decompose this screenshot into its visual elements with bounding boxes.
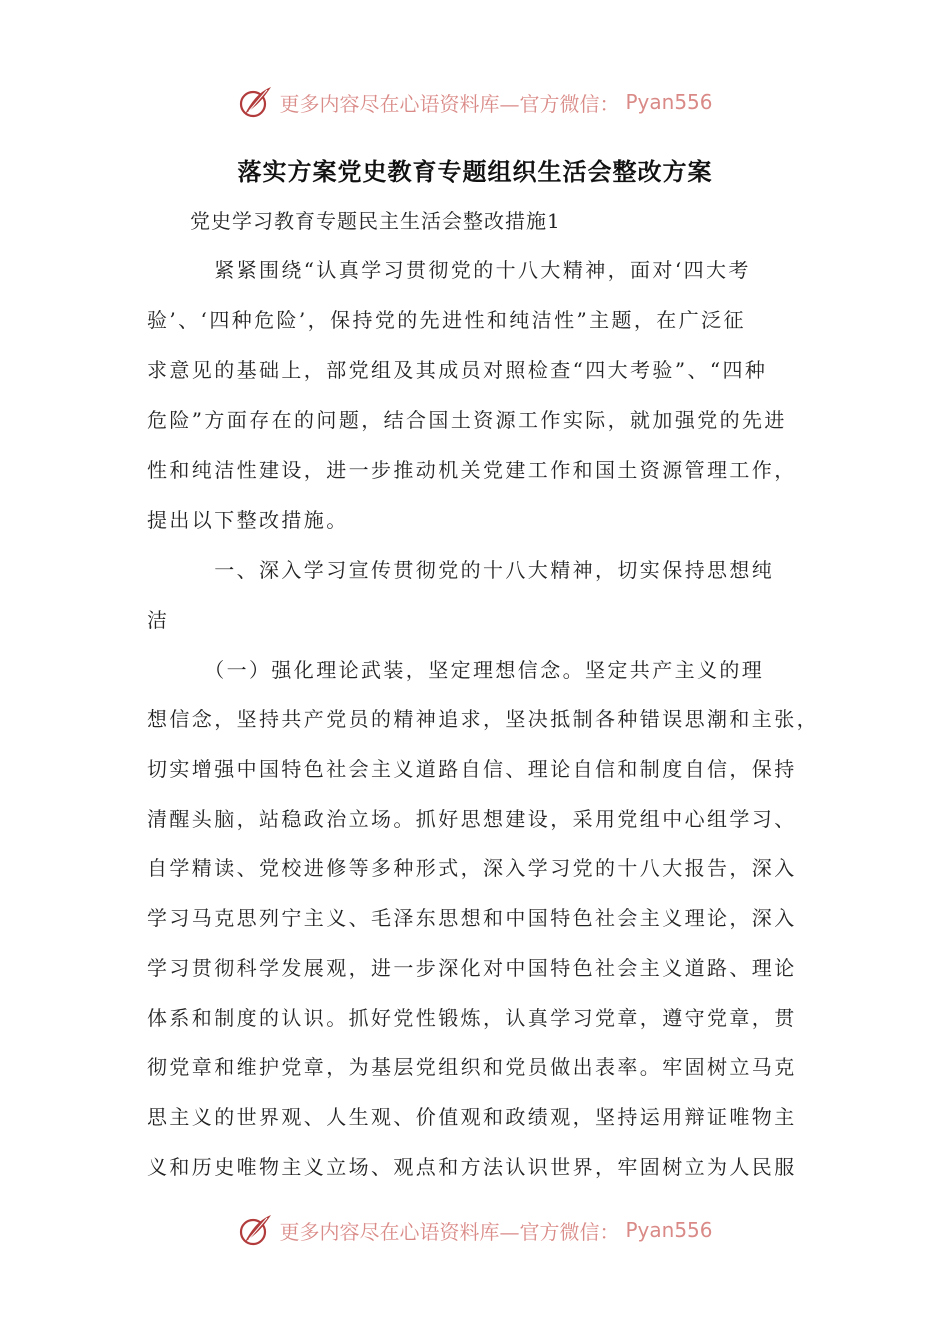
body-line: 洁 <box>147 608 170 632</box>
body-line: 体系和制度的认识。抓好党性锻炼，认真学习党章，遵守党章，贯 <box>147 1006 797 1030</box>
watermark-banner-bottom <box>0 1210 950 1250</box>
watermark-banner-top <box>0 82 950 122</box>
document-subtitle: 党史学习教育专题民主生活会整改措施1 <box>190 209 561 233</box>
body-line: 求意见的基础上，部党组及其成员对照检查“四大考验”、“四种 <box>147 358 768 382</box>
body-line: 学习贯彻科学发展观，进一步深化对中国特色社会主义道路、理论 <box>147 956 797 980</box>
body-line: 清醒头脑，站稳政治立场。抓好思想建设，采用党组中心组学习、 <box>147 807 797 831</box>
body-line: 切实增强中国特色社会主义道路自信、理论自信和制度自信，保持 <box>147 757 797 781</box>
body-line: 紧紧围绕“认真学习贯彻党的十八大精神，面对‘四大考 <box>147 258 751 282</box>
body-line: 性和纯洁性建设，进一步推动机关党建工作和国土资源管理工作， <box>147 458 797 482</box>
feather-pen-circle-icon <box>237 1212 273 1248</box>
body-line: 思主义的世界观、人生观、价值观和政绩观，坚持运用辩证唯物主 <box>147 1105 797 1129</box>
body-line: 义和历史唯物主义立场、观点和方法认识世界，牢固树立为人民服 <box>147 1155 797 1179</box>
body-line: 危险”方面存在的问题，结合国土资源工作实际，就加强党的先进 <box>147 408 787 432</box>
body-line: 一、深入学习宣传贯彻党的十八大精神，切实保持思想纯 <box>147 558 775 582</box>
body-line: 学习马克思列宁主义、毛泽东思想和中国特色社会主义理论，深入 <box>147 906 797 930</box>
body-line: 想信念，坚持共产党员的精神追求，坚决抵制各种错误思潮和主张， <box>147 707 819 731</box>
body-line: （一）强化理论武装，坚定理想信念。坚定共产主义的理 <box>147 658 765 682</box>
document-title: 落实方案党史教育专题组织生活会整改方案 <box>237 157 713 186</box>
body-line: 彻党章和维护党章，为基层党组织和党员做出表率。牢固树立马克 <box>147 1055 797 1079</box>
feather-pen-circle-icon <box>237 84 273 120</box>
body-line: 提出以下整改措施。 <box>147 508 349 532</box>
watermark-text: 更多内容尽在心语资料库—官方微信： <box>279 1219 620 1244</box>
watermark-id: Pyan556 <box>625 1218 713 1242</box>
body-line: 验’、‘四种危险’，保持党的先进性和纯洁性”主题，在广泛征 <box>147 308 746 332</box>
body-line: 自学精读、党校进修等多种形式，深入学习党的十八大报告，深入 <box>147 856 797 880</box>
watermark-id: Pyan556 <box>625 90 713 114</box>
watermark-text: 更多内容尽在心语资料库—官方微信： <box>279 91 620 116</box>
